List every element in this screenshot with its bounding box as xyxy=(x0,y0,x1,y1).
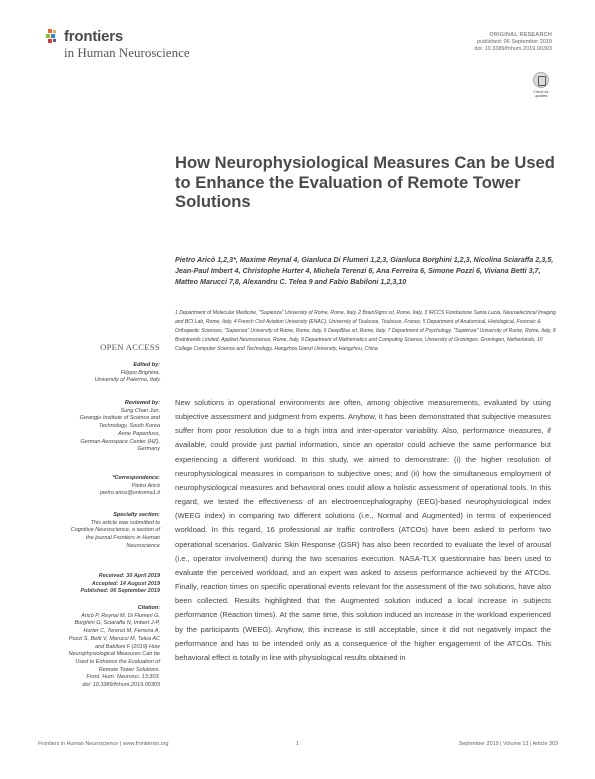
page-number: 1 xyxy=(296,741,299,747)
citation-line: Neurophysiological Measures Can be xyxy=(68,651,160,658)
edited-by-block xyxy=(30,362,160,385)
footer-journal-site[interactable]: Frontiers in Human Neuroscience | www.frontiersin.org xyxy=(38,741,169,747)
reviewed-by-block xyxy=(30,400,160,454)
published-date: published: 06 September 2019 xyxy=(477,39,552,45)
affiliations: 1 Department of Molecular Medicine, "Sapienza" University of Rome, Rome, Italy, 2 BrainSigns srl, Rome, Italy, 3 IRCCS Fondazione Santa Lucia, Neuroelectrical Imaging and BCI Lab, Rome, Italy, 4 French Civil Aviation University (ENAC), University of Toulouse, Toulouse, France, 5 Department of Anatomical, Histological, Forensic & Orthopedic Sciences, "Sapienza" University of Rome, Rome, Italy, 6 DeepBlue srl, Rome, Italy, 7 Department of Psychology, "Sapienza" University of Rome, Rome, Italy, 8 Braintrends Limited, Applied Neuroscience, Rome, Italy, 9 Department of Mathematics and Computing Science, University of Groningen, Groningen, Netherlands, 10 College Computer Science and Technology, Hangzhou Dianzi University, Hangzhou, China xyxy=(175,310,556,352)
article-type: ORIGINAL RESEARCH xyxy=(489,32,552,38)
footer-issue: September 2019 | Volume 13 | Article 303 xyxy=(458,741,558,747)
reviewer-line: Anne Papenfuss, xyxy=(118,430,160,437)
citation-line: Used to Enhance the Evaluation of xyxy=(75,658,160,665)
article-meta-header xyxy=(474,32,552,53)
article-title: How Neurophysiological Measures Can be Used to Enhance the Evaluation of Remote Tower Solutions xyxy=(175,153,555,211)
citation-line: Pozzi S, Betti V, Marucci M, Telea AC xyxy=(68,635,160,642)
abstract-text: New solutions in operational environments are often, among objective measurements, evaluated by using subjective assessment and judgment from experts. Anyhow, it has been demonstrated that subjective measures suffer from poor resolution due to a high intra and inter-operator variability. Also, performance measures, if available, could provide just partial information, since an operator could achieve the same performance but experiencing a different workload. In this study, we aimed to demonstrate: (i) the higher resolution of neurophysiological measures in comparison to subjective ones; and (ii) how the simultaneous employment of neurophysiological measures and behavioral ones could allow a holistic assessment of operational tools. In this regard, we tested the effectiveness of an electroencephalography (EEG)-based neurophysiological index (WEEG index) in comparing two different solutions (i.e., Normal and Augmented) in terms of experienced workload. In this regard, 16 professional air traffic controllers (ATCOs) have been asked to perform two operational scenarios. Galvanic Skin Response (GSR) has also been recorded to evaluate the level of arousal (i.e., operator involvement) during the two scenarios execution. NASA-TLX questionnaire has been used to evaluate the perceived workload, and an expert was asked to assess performance achieved by the ATCOs. Finally, reaction times on specific operational events relevant for the assessment of the two solutions, have also been collected. Results highlighted that the Augmented solution induced a local increase in subjects performance (Reaction times). At the same time, this solution induced an increase in the workload experienced by the participants (WEEG). Anyhow, this increase is still acceptable, since it did not negatively impact the performance and has to be intended only as a consequence of the higher engagement of the ATCOs. This behavioral effect is totally in line with physiological results obtained in xyxy=(175,398,551,662)
accepted-date: Accepted: 14 August 2019 xyxy=(91,580,160,587)
citation-label: Citation: xyxy=(137,605,160,611)
page-footer xyxy=(38,741,558,751)
correspondence-name: Pietro Aricò xyxy=(131,482,160,489)
correspondence-label: *Correspondence: xyxy=(112,475,160,481)
citation-line: doi: 10.3389/fnhum.2019.00303 xyxy=(82,682,160,689)
received-date: Received: 30 April 2019 xyxy=(98,573,160,579)
specialty-line: This article was submitted to xyxy=(90,519,160,526)
reviewer-line: Technology, South Korea xyxy=(98,423,160,430)
specialty-line: Cognitive Neuroscience, a section of xyxy=(70,527,160,534)
reviewer-line: Gwangju Institute of Science and xyxy=(79,415,160,422)
reviewed-by-label: Reviewed by: xyxy=(124,400,160,406)
citation-line: Aricò P, Reynal M, Di Flumeri G, xyxy=(81,612,160,619)
doi-link[interactable]: doi: 10.3389/fnhum.2019.00303 xyxy=(474,46,552,52)
reviewer-line: German Aerospace Center (HZ), xyxy=(80,438,160,445)
journal-logo xyxy=(45,27,245,61)
edited-by-label: Edited by: xyxy=(133,362,160,368)
specialty-line: the journal Frontiers in Human xyxy=(86,535,160,542)
published-date-sidebar: Published: 06 September 2019 xyxy=(80,588,160,595)
correspondence-email[interactable]: pietro.arico@uniroma1.it xyxy=(100,490,160,497)
updates-label: Check for updates xyxy=(533,90,549,98)
frontiers-logo-icon xyxy=(45,29,61,45)
updates-icon xyxy=(533,72,549,88)
check-for-updates-button[interactable] xyxy=(532,72,550,102)
correspondence-block xyxy=(30,475,160,498)
editor-name: Filippo Brighina, xyxy=(120,369,160,376)
editor-affiliation: University of Palermo, Italy xyxy=(94,377,160,384)
citation-block xyxy=(30,605,160,690)
reviewer-line: Germany xyxy=(137,446,160,453)
journal-name: in Human Neuroscience xyxy=(64,45,190,60)
dates-block xyxy=(30,573,160,596)
author-list: Pietro Aricò 1,2,3*, Maxime Reynal 4, Gianluca Di Flumeri 1,2,3, Gianluca Borghini 1,2,3, Nicolina Sciaraffa 2,3,5, Jean-Paul Imbert 4, Christophe Hurter 4, Michela Terenzi 6, Ana Ferreira 6, Simone Pozzi 6, Viviana Betti 3,7, Matteo Marucci 7,8, Alexandru C. Telea 9 and Fabio Babiloni 1,2,3,10 xyxy=(175,256,554,286)
specialty-line: Neuroscience xyxy=(126,542,160,549)
specialty-label: Specialty section: xyxy=(113,512,160,518)
journal-brand: frontiers xyxy=(64,28,124,45)
citation-line: Hurter C, Terenzi M, Ferreira A, xyxy=(83,628,160,635)
citation-line: Borghini G, Sciaraffa N, Imbert J-P, xyxy=(74,620,160,627)
reviewer-line: Sung Chan Jun, xyxy=(120,407,160,414)
citation-line: Front. Hum. Neurosci. 13:303. xyxy=(86,674,160,681)
open-access-label: OPEN ACCESS xyxy=(100,342,160,352)
specialty-block xyxy=(30,512,160,551)
citation-line: and Babiloni F (2019) How xyxy=(94,643,160,650)
citation-line: Remote Tower Solutions. xyxy=(98,666,160,673)
